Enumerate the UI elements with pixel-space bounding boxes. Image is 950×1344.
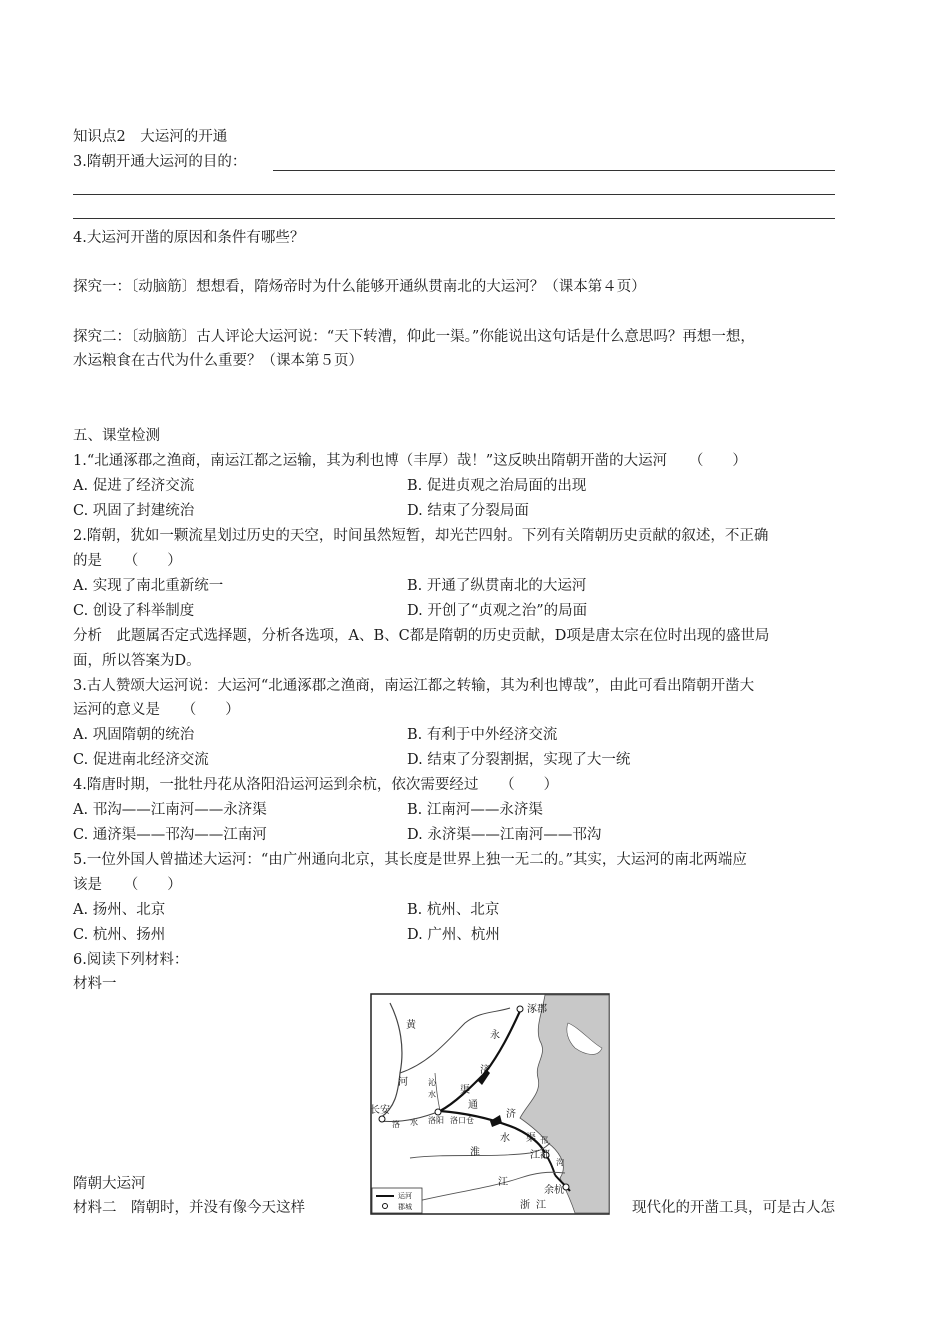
material-2-right: 现代化的开凿工具，可是古人怎 (632, 1200, 835, 1216)
map-label: 淮 (470, 1147, 480, 1158)
q1-option-d[interactable]: D. 结束了分裂局面 (407, 503, 529, 519)
map-label: 济 (506, 1109, 516, 1120)
q3-option-d[interactable]: D. 结束了分裂割据，实现了大一统 (407, 752, 631, 768)
map-label: 通 (468, 1100, 478, 1111)
map-label: 黄 (406, 1020, 416, 1031)
map-label: 涿郡 (527, 1004, 547, 1015)
map-label: 邗 (540, 1136, 548, 1145)
answer-line[interactable] (73, 218, 835, 219)
map-label: 渠 (526, 1133, 536, 1144)
map-label: 洛阳 (428, 1116, 444, 1125)
city-marker (435, 1109, 441, 1115)
q2-option-b[interactable]: B. 开通了纵贯南北的大运河 (407, 578, 587, 594)
city-marker (379, 1116, 385, 1122)
q6-stem: 6.阅读下列材料： (73, 952, 189, 968)
q4-option-b[interactable]: B. 江南河——永济渠 (407, 802, 543, 818)
map-label: 浙 (520, 1200, 530, 1211)
map-label: 洛 (392, 1120, 400, 1129)
q3-stem-1: 3.古人赞颂大运河说：大运河“北通涿郡之渔商，南运江都之转输，其为利也博哉”，由此可看出隋朝开凿大 (73, 678, 755, 694)
map-label: 沁 (428, 1078, 436, 1087)
material-1-label: 材料一 (73, 976, 117, 992)
knowledge-point-title: 知识点2 大运河的开通 (73, 129, 228, 145)
q5-stem-1: 5.一位外国人曾描述大运河：“由广州通向北京，其长度是世界上独一无二的。”其实，大运河的南北两端应 (73, 852, 747, 868)
q5-stem-2: 该是 （ ） (73, 877, 182, 893)
explore-1: 探究一：〔动脑筋〕想想看，隋炀帝时为什么能够开通纵贯南北的大运河？（课本第４页） (73, 279, 646, 295)
q2-option-a[interactable]: A. 实现了南北重新统一 (73, 578, 224, 594)
q4-prompt: 4.大运河开凿的原因和条件有哪些？ (73, 230, 305, 246)
q3-option-a[interactable]: A. 巩固隋朝的统治 (73, 727, 195, 743)
q1-option-c[interactable]: C. 巩固了封建统治 (73, 503, 195, 519)
map-caption: 隋朝大运河 (73, 1176, 146, 1192)
map-label: 江 (536, 1200, 546, 1211)
q2-stem-2: 的是 （ ） (73, 553, 182, 569)
q3-prompt: 3.隋朝开通大运河的目的： (73, 154, 247, 170)
map-legend-canal: 运河 (398, 1192, 412, 1200)
q4-option-a[interactable]: A. 邗沟——江南河——永济渠 (73, 802, 267, 818)
sui-grand-canal-map (370, 993, 610, 1215)
map-label: 水 (410, 1118, 418, 1127)
q5-option-c[interactable]: C. 杭州、扬州 (73, 927, 166, 943)
q5-option-b[interactable]: B. 杭州、北京 (407, 902, 500, 918)
q2-analysis-2: 面，所以答案为D。 (73, 653, 201, 669)
q5-option-d[interactable]: D. 广州、杭州 (407, 927, 500, 943)
map-label: 永 (490, 1030, 500, 1041)
explore-2-line1: 探究二：〔动脑筋〕古人评论大运河说：“天下转漕，仰此一渠。”你能说出这句话是什么意思吗？再想一想， (73, 329, 755, 345)
q5-option-a[interactable]: A. 扬州、北京 (73, 902, 166, 918)
map-label: 河 (398, 1077, 408, 1088)
map-label: 沟 (556, 1158, 564, 1167)
map-label: 江 (498, 1177, 508, 1188)
q4-option-d[interactable]: D. 永济渠——江南河——邗沟 (407, 827, 602, 843)
q2-stem-1: 2.隋朝，犹如一颗流星划过历史的天空，时间虽然短暂，却光芒四射。下列有关隋朝历史贡献的叙述，不正确 (73, 528, 769, 544)
map-label: 济 (480, 1065, 490, 1076)
q3-stem-2: 运河的意义是 （ ） (73, 702, 240, 718)
q1-stem: 1.“北通涿郡之渔商，南运江都之运输，其为利也博（丰厚）哉！”这反映出隋朝开凿的大运河 （ ） (73, 453, 747, 469)
answer-line[interactable] (73, 194, 835, 195)
map-label: 长安 (370, 1105, 390, 1116)
q2-option-d[interactable]: D. 开创了“贞观之治”的局面 (407, 603, 588, 619)
q1-option-a[interactable]: A. 促进了经济交流 (73, 478, 195, 494)
map-label: 江都 (530, 1150, 550, 1161)
map-label: 洛口仓 (450, 1116, 474, 1125)
q4-option-c[interactable]: C. 通济渠——邗沟——江南河 (73, 827, 267, 843)
city-marker (517, 1006, 523, 1012)
map-label: 余杭 (544, 1185, 564, 1196)
section-title: 五、课堂检测 (73, 428, 160, 444)
map-label: 水 (500, 1133, 510, 1144)
q3-option-c[interactable]: C. 促进南北经济交流 (73, 752, 209, 768)
q2-option-c[interactable]: C. 创设了科举制度 (73, 603, 195, 619)
map-label: 渠 (460, 1085, 470, 1096)
q4-stem: 4.隋唐时期，一批牡丹花从洛阳沿运河运到余杭，依次需要经过 （ ） (73, 777, 559, 793)
explore-2-line2: 水运粮食在古代为什么重要？（课本第５页） (73, 353, 363, 369)
material-2-left: 材料二 隋朝时，并没有像今天这样 (73, 1200, 305, 1216)
q3-option-b[interactable]: B. 有利于中外经济交流 (407, 727, 558, 743)
q2-analysis-1: 分析 此题属否定式选择题，分析各选项，A、B、C都是隋朝的历史贡献，D项是唐太宗在位时出现的盛世局 (73, 628, 770, 644)
q1-option-b[interactable]: B. 促进贞观之治局面的出现 (407, 478, 587, 494)
map-legend-city: 郡城 (398, 1203, 412, 1211)
map-label: 水 (428, 1090, 436, 1099)
answer-line[interactable] (273, 170, 835, 171)
